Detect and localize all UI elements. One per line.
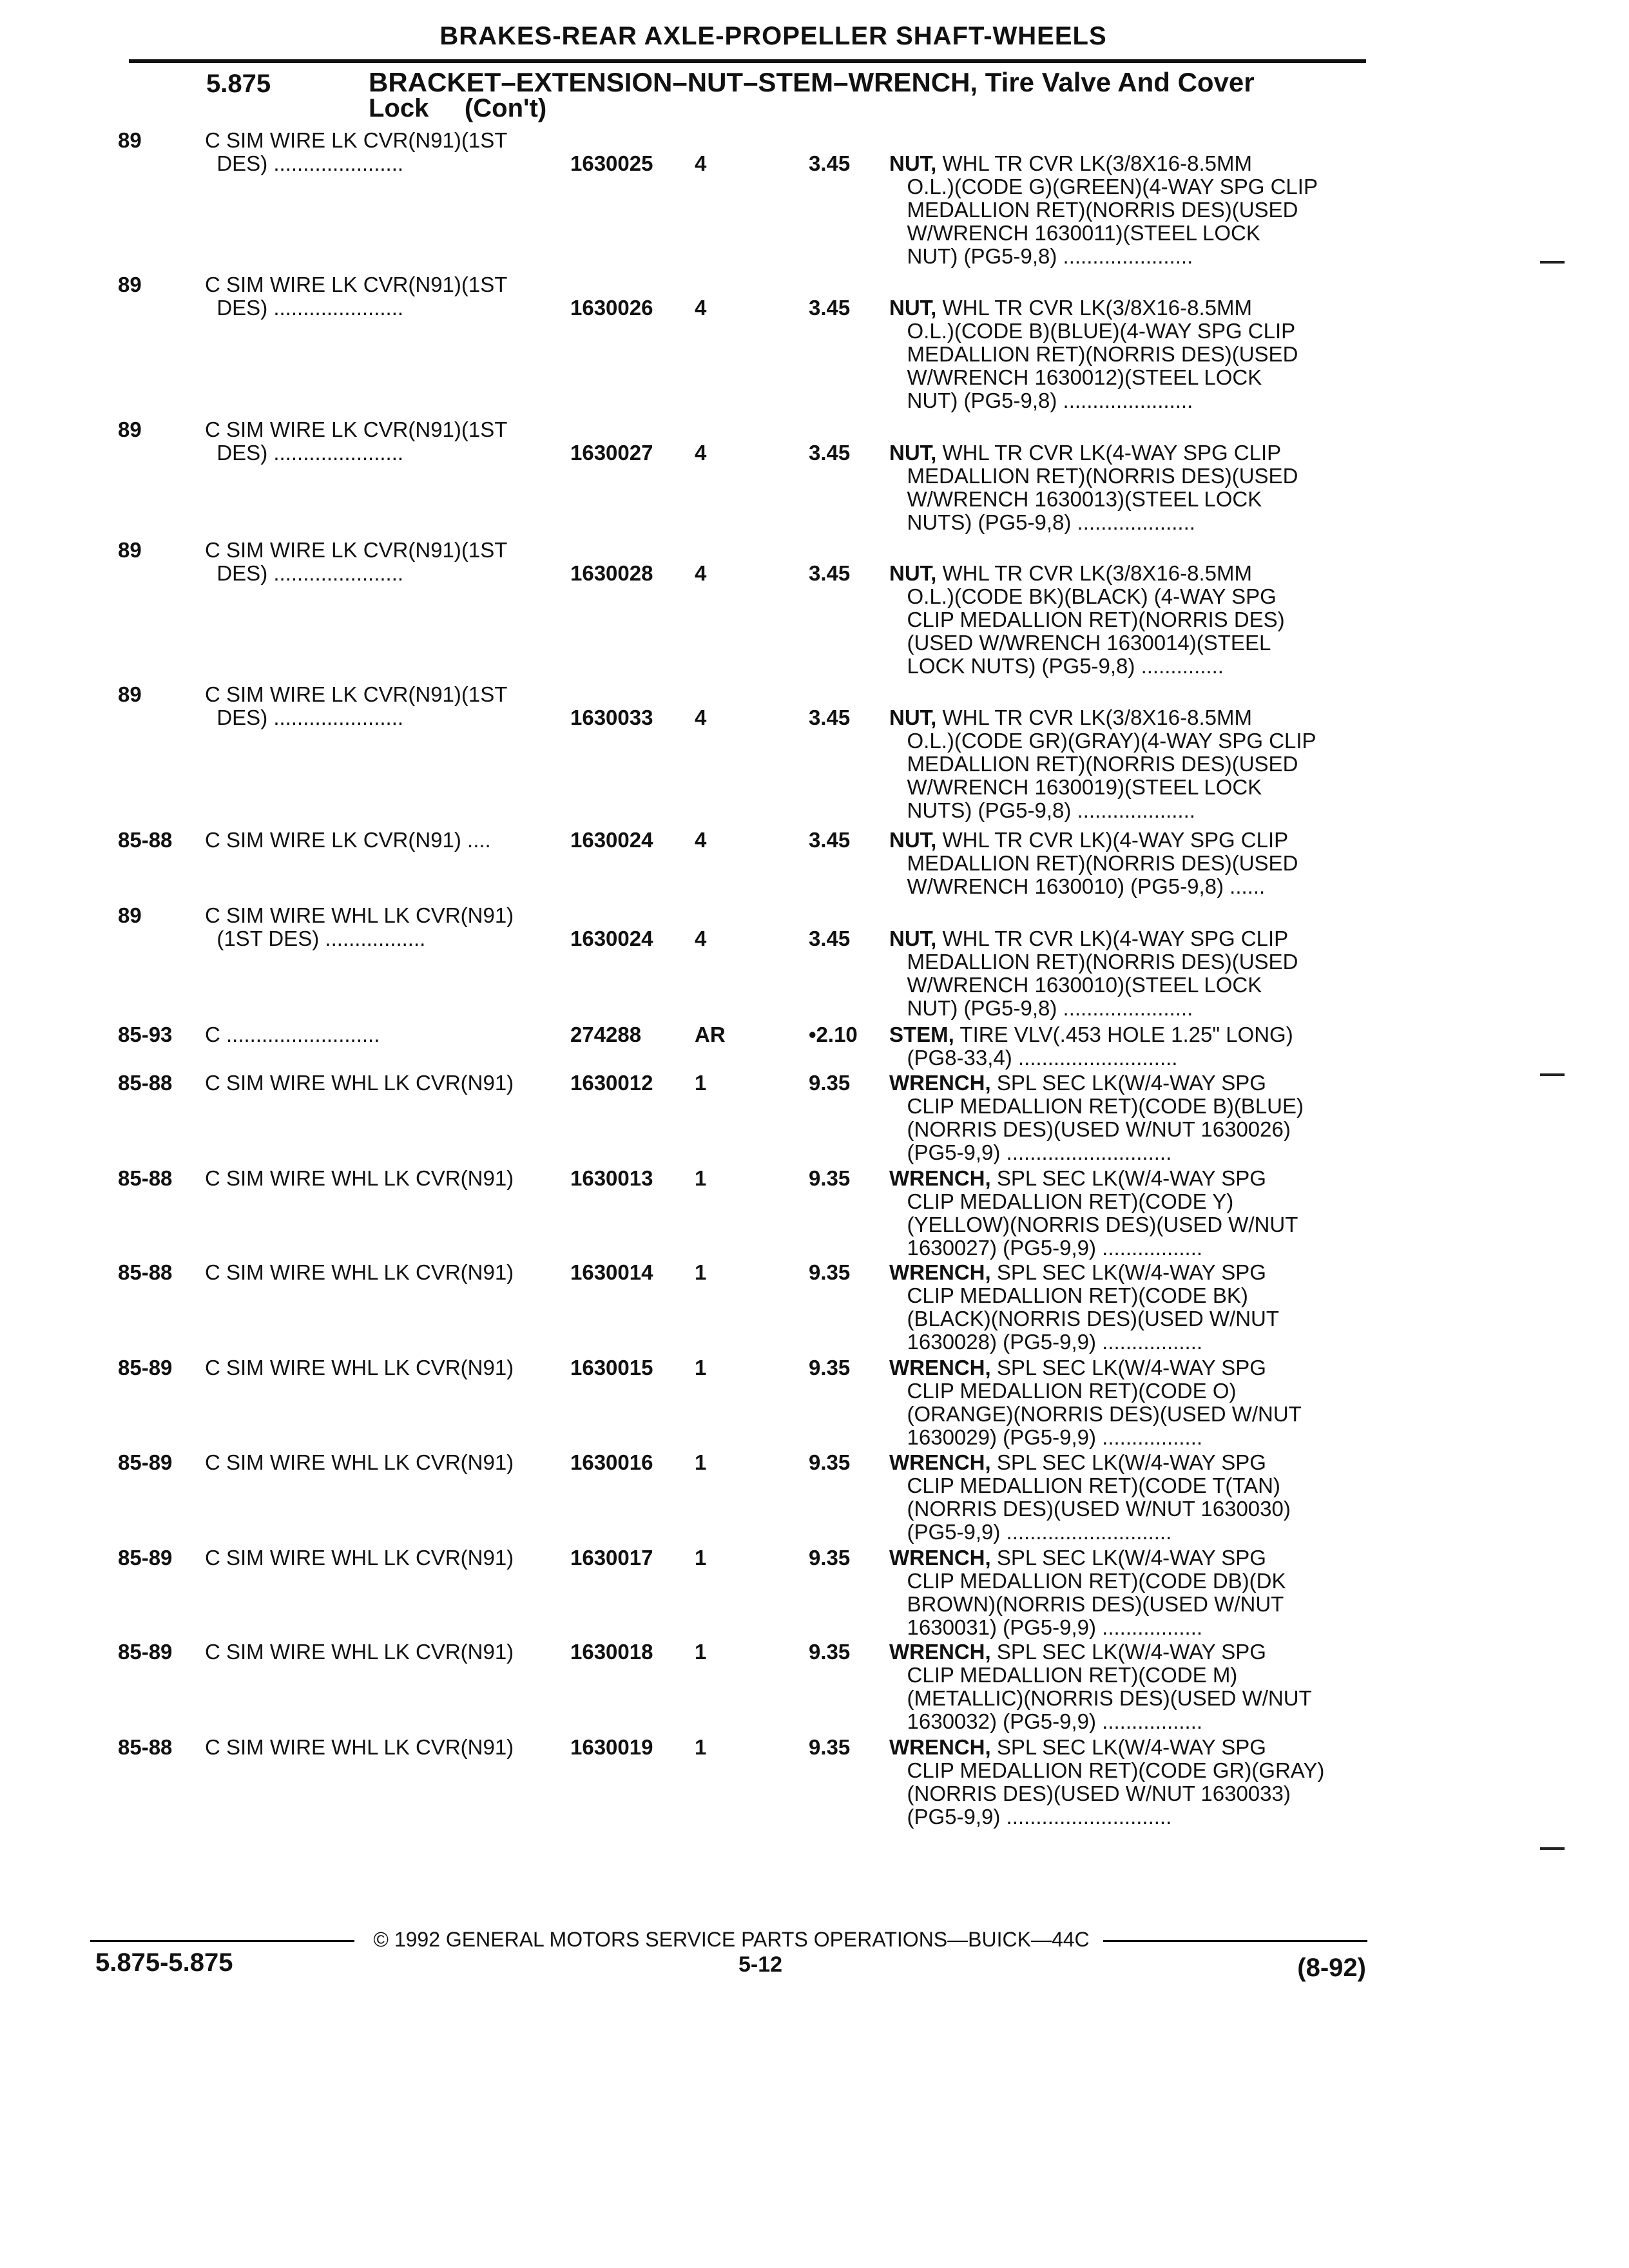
- entry-quantity: 4: [695, 296, 707, 320]
- entry-year: 89: [118, 538, 142, 562]
- entry-part-name: WRENCH,: [889, 1166, 991, 1190]
- entry-year: 85-88: [118, 1735, 173, 1759]
- entry-quantity: 1: [695, 1450, 707, 1474]
- footer-page-number: 5-12: [738, 1952, 783, 1977]
- entry-part-number: 1630027: [570, 441, 653, 465]
- entry-nomenclature: [889, 1023, 1379, 1070]
- entry-part-number: 1630025: [570, 151, 653, 175]
- entry-price: 9.35: [809, 1546, 851, 1570]
- entry-price: 3.45: [809, 296, 851, 320]
- entry-application: C SIM WIRE WHL LK CVR(N91): [205, 1735, 514, 1759]
- entry-part-name: WRENCH,: [889, 1450, 991, 1474]
- footer-section-range: 5.875-5.875: [95, 1948, 233, 1977]
- entry-nomenclature: [889, 441, 1379, 534]
- section-title: [369, 67, 1361, 122]
- entry-quantity: 4: [695, 927, 707, 950]
- footer-date: (8-92): [1297, 1954, 1366, 1982]
- entry-part-name: NUT,: [889, 927, 937, 950]
- entry-price: 9.35: [809, 1450, 851, 1474]
- entry-year: 89: [118, 128, 142, 152]
- entry-price: 9.35: [809, 1735, 851, 1759]
- entry-nomenclature: [889, 829, 1379, 898]
- entry-part-detail: WHL TR CVR LK)(4-WAY SPG CLIP MEDALLION RET)(NORRIS DES)(USED W/WRENCH 1630010)(STEEL LOCK NUT) (PG5-9,8) ......................: [907, 927, 1298, 1020]
- entry-part-detail: WHL TR CVR LK(3/8X16-8.5MM O.L.)(CODE BK)(BLACK) (4-WAY SPG CLIP MEDALLION RET)(NORRIS DES) (USED W/WRENCH 1630014)(STEEL LOCK NUTS) (PG5-9,8) ..............: [907, 561, 1285, 678]
- entry-part-number: 1630014: [570, 1260, 653, 1284]
- margin-mark: [1540, 261, 1565, 264]
- entry-part-name: WRENCH,: [889, 1071, 991, 1095]
- entry-part-detail: SPL SEC LK(W/4-WAY SPG CLIP MEDALLION RET)(CODE BK) (BLACK)(NORRIS DES)(USED W/NUT 1630028) (PG5-9,9) .................: [907, 1260, 1280, 1354]
- entry-nomenclature: [889, 1451, 1379, 1544]
- entry-part-number: 1630017: [570, 1546, 653, 1570]
- entry-application: C SIM WIRE WHL LK CVR(N91): [205, 1166, 514, 1190]
- entry-quantity: 4: [695, 828, 707, 852]
- entry-nomenclature: [889, 1546, 1379, 1639]
- entry-quantity: AR: [695, 1023, 726, 1046]
- entry-part-name: WRENCH,: [889, 1735, 991, 1759]
- entry-part-name: NUT,: [889, 561, 937, 585]
- entry-price: 3.45: [809, 561, 851, 585]
- entry-part-detail: WHL TR CVR LK(3/8X16-8.5MM O.L.)(CODE G)(GREEN)(4-WAY SPG CLIP MEDALLION RET)(NORRIS DES)(USED W/WRENCH 1630011)(STEEL LOCK NUT) (PG5-9,8) ......................: [907, 151, 1318, 268]
- section-title-sub: Lock (Con't): [369, 94, 547, 122]
- entry-price: 3.45: [809, 927, 851, 950]
- entry-application: C SIM WIRE WHL LK CVR(N91): [205, 1260, 514, 1284]
- entry-nomenclature: [889, 1640, 1379, 1733]
- entry-application: C SIM WIRE WHL LK CVR(N91): [205, 1546, 514, 1570]
- entry-part-detail: WHL TR CVR LK)(4-WAY SPG CLIP MEDALLION RET)(NORRIS DES)(USED W/WRENCH 1630010) (PG5-9,8) ......: [907, 828, 1298, 898]
- entry-year: 85-88: [118, 1166, 173, 1190]
- page-header-title: BRAKES-REAR AXLE-PROPELLER SHAFT-WHEELS: [439, 22, 1107, 50]
- entry-nomenclature: [889, 706, 1379, 822]
- footer-rule-left: [90, 1940, 354, 1942]
- entry-year: 85-89: [118, 1356, 173, 1379]
- entry-nomenclature: [889, 1167, 1379, 1260]
- entry-part-name: NUT,: [889, 441, 937, 465]
- entry-part-detail: WHL TR CVR LK(3/8X16-8.5MM O.L.)(CODE B)(BLUE)(4-WAY SPG CLIP MEDALLION RET)(NORRIS DES)(USED W/WRENCH 1630012)(STEEL LOCK NUT) (PG5-9,8) ......................: [907, 296, 1298, 412]
- entry-price: 3.45: [809, 441, 851, 465]
- entry-part-number: 1630019: [570, 1735, 653, 1759]
- entry-application: C SIM WIRE WHL LK CVR(N91): [205, 1356, 514, 1379]
- entry-application: C SIM WIRE WHL LK CVR(N91): [205, 1640, 514, 1664]
- entry-part-number: 1630026: [570, 296, 653, 320]
- entry-application: C SIM WIRE WHL LK CVR(N91): [205, 1071, 514, 1095]
- entry-part-detail: WHL TR CVR LK(3/8X16-8.5MM O.L.)(CODE GR)(GRAY)(4-WAY SPG CLIP MEDALLION RET)(NORRIS DES)(USED W/WRENCH 1630019)(STEEL LOCK NUTS) (PG5-9,8) ....................: [907, 706, 1316, 822]
- entry-quantity: 1: [695, 1071, 707, 1095]
- entry-quantity: 1: [695, 1260, 707, 1284]
- entry-year: 89: [118, 682, 142, 706]
- entry-part-detail: SPL SEC LK(W/4-WAY SPG CLIP MEDALLION RET)(CODE DB)(DK BROWN)(NORRIS DES)(USED W/NUT 1630031) (PG5-9,9) .................: [907, 1546, 1286, 1639]
- entry-application: C SIM WIRE LK CVR(N91) ....: [205, 828, 491, 852]
- entry-part-number: 1630028: [570, 561, 653, 585]
- entry-part-name: WRENCH,: [889, 1260, 991, 1284]
- section-number: 5.875: [206, 70, 271, 98]
- entry-part-detail: SPL SEC LK(W/4-WAY SPG CLIP MEDALLION RET)(CODE Y) (YELLOW)(NORRIS DES)(USED W/NUT 1630027) (PG5-9,9) .................: [907, 1166, 1298, 1260]
- entry-part-number: 1630015: [570, 1356, 653, 1379]
- entry-nomenclature: [889, 1072, 1379, 1164]
- entry-nomenclature: [889, 1356, 1379, 1449]
- entry-part-name: NUT,: [889, 828, 937, 852]
- entry-price: 9.35: [809, 1166, 851, 1190]
- entry-nomenclature: [889, 152, 1379, 268]
- entry-nomenclature: [889, 927, 1379, 1020]
- entry-part-name: NUT,: [889, 296, 937, 320]
- entry-application: C SIM WIRE LK CVR(N91)(1ST DES) ......................: [205, 128, 508, 175]
- entry-part-number: 1630016: [570, 1450, 653, 1474]
- entry-part-number: 274288: [570, 1023, 642, 1046]
- entry-price: 3.45: [809, 151, 851, 175]
- entry-year: 85-89: [118, 1640, 173, 1664]
- entry-part-name: WRENCH,: [889, 1356, 991, 1379]
- entry-application: C SIM WIRE LK CVR(N91)(1ST DES) ......................: [205, 418, 508, 465]
- entry-part-number: 1630018: [570, 1640, 653, 1664]
- entry-part-name: STEM,: [889, 1023, 954, 1046]
- footer-copyright: © 1992 GENERAL MOTORS SERVICE PARTS OPERATIONS—BUICK—44C: [373, 1928, 1090, 1951]
- entry-quantity: 1: [695, 1546, 707, 1570]
- entry-year: 85-88: [118, 1260, 173, 1284]
- margin-mark: [1540, 1847, 1565, 1850]
- entry-quantity: 4: [695, 441, 707, 465]
- entry-quantity: 4: [695, 151, 707, 175]
- entry-quantity: 1: [695, 1356, 707, 1379]
- entry-part-detail: SPL SEC LK(W/4-WAY SPG CLIP MEDALLION RET)(CODE O) (ORANGE)(NORRIS DES)(USED W/NUT 1630029) (PG5-9,9) .................: [907, 1356, 1302, 1449]
- entry-part-number: 1630013: [570, 1166, 653, 1190]
- entry-year: 85-89: [118, 1546, 173, 1570]
- entry-part-number: 1630024: [570, 828, 653, 852]
- entry-price: 9.35: [809, 1356, 851, 1379]
- entry-part-detail: TIRE VLV(.453 HOLE 1.25" LONG) (PG8-33,4) ...........................: [907, 1023, 1293, 1070]
- entry-application: C ..........................: [205, 1023, 380, 1046]
- footer-rule-right: [1103, 1940, 1367, 1942]
- entry-nomenclature: [889, 1736, 1379, 1829]
- entry-nomenclature: [889, 296, 1379, 412]
- entry-year: 89: [118, 903, 142, 927]
- entry-year: 89: [118, 418, 142, 441]
- entry-part-name: WRENCH,: [889, 1546, 991, 1570]
- header-rule: [129, 59, 1366, 63]
- entry-price: 3.45: [809, 706, 851, 729]
- entry-part-name: NUT,: [889, 706, 937, 729]
- entry-part-name: NUT,: [889, 151, 937, 175]
- entry-quantity: 1: [695, 1640, 707, 1664]
- entry-part-number: 1630033: [570, 706, 653, 729]
- entry-part-number: 1630012: [570, 1071, 653, 1095]
- entry-year: 85-93: [118, 1023, 173, 1046]
- entry-application: C SIM WIRE WHL LK CVR(N91) (1ST DES) .................: [205, 903, 514, 950]
- entry-application: C SIM WIRE LK CVR(N91)(1ST DES) ......................: [205, 682, 508, 729]
- entry-part-detail: SPL SEC LK(W/4-WAY SPG CLIP MEDALLION RET)(CODE B)(BLUE) (NORRIS DES)(USED W/NUT 1630026) (PG5-9,9) ............................: [907, 1071, 1304, 1164]
- entry-price: •2.10: [809, 1023, 858, 1046]
- entry-year: 85-88: [118, 828, 173, 852]
- entry-price: 9.35: [809, 1260, 851, 1284]
- entry-quantity: 4: [695, 706, 707, 729]
- entry-part-detail: SPL SEC LK(W/4-WAY SPG CLIP MEDALLION RET)(CODE T(TAN) (NORRIS DES)(USED W/NUT 1630030) (PG5-9,9) ............................: [907, 1450, 1291, 1544]
- entry-year: 85-89: [118, 1450, 173, 1474]
- entry-part-detail: WHL TR CVR LK(4-WAY SPG CLIP MEDALLION RET)(NORRIS DES)(USED W/WRENCH 1630013)(STEEL LOCK NUTS) (PG5-9,8) ....................: [907, 441, 1298, 534]
- entry-part-detail: SPL SEC LK(W/4-WAY SPG CLIP MEDALLION RET)(CODE M) (METALLIC)(NORRIS DES)(USED W/NUT 1630032) (PG5-9,9) .................: [907, 1640, 1312, 1733]
- entry-part-number: 1630024: [570, 927, 653, 950]
- margin-mark: [1540, 1073, 1565, 1076]
- entry-price: 9.35: [809, 1071, 851, 1095]
- entry-application: C SIM WIRE WHL LK CVR(N91): [205, 1450, 514, 1474]
- entry-quantity: 4: [695, 561, 707, 585]
- entry-year: 89: [118, 273, 142, 296]
- entry-nomenclature: [889, 562, 1379, 678]
- entry-quantity: 1: [695, 1735, 707, 1759]
- entry-part-detail: SPL SEC LK(W/4-WAY SPG CLIP MEDALLION RET)(CODE GR)(GRAY) (NORRIS DES)(USED W/NUT 1630033) (PG5-9,9) ............................: [907, 1735, 1325, 1829]
- entry-part-name: WRENCH,: [889, 1640, 991, 1664]
- entry-price: 9.35: [809, 1640, 851, 1664]
- entry-year: 85-88: [118, 1071, 173, 1095]
- entry-price: 3.45: [809, 828, 851, 852]
- section-title-main: BRACKET–EXTENSION–NUT–STEM–WRENCH, Tire Valve And Cover: [369, 67, 1255, 97]
- entry-application: C SIM WIRE LK CVR(N91)(1ST DES) ......................: [205, 538, 508, 585]
- entry-nomenclature: [889, 1261, 1379, 1354]
- entry-application: C SIM WIRE LK CVR(N91)(1ST DES) ......................: [205, 273, 508, 320]
- entry-quantity: 1: [695, 1166, 707, 1190]
